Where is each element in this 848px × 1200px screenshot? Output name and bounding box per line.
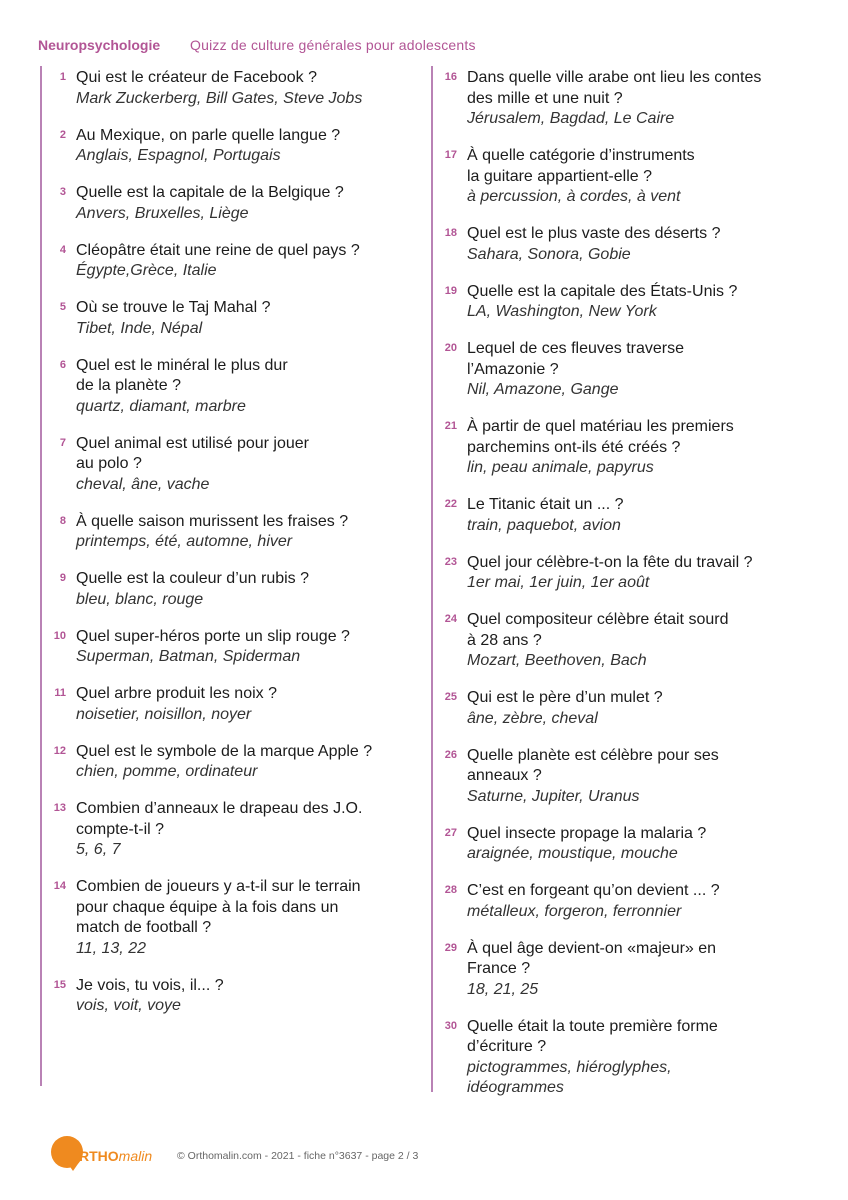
question-number: 11 [54, 687, 66, 699]
question-text: Quel est le symbole de la marque Apple ? [76, 742, 373, 760]
question-answers: Anvers, Bruxelles, Liège [76, 204, 249, 222]
question-answers: 18, 21, 25 [467, 980, 539, 998]
question-answers: train, paquebot, avion [467, 516, 621, 534]
question-number: 2 [59, 128, 66, 141]
question-item [431, 688, 831, 729]
question-number: 6 [59, 358, 66, 371]
question-answers: chien, pomme, ordinateur [76, 763, 258, 780]
logo-bold: RTHO [79, 1148, 119, 1164]
question-item [431, 146, 831, 208]
question-item [40, 512, 425, 553]
question-text: Quelle est la couleur d’un rubis ? [76, 570, 310, 587]
question-item [431, 495, 831, 536]
question-number: 23 [444, 555, 457, 568]
question-text: Au Mexique, on parle quelle langue ? [76, 126, 341, 144]
question-number: 27 [444, 826, 457, 839]
question-item [431, 824, 831, 865]
question-text: Combien de joueurs y a-t-il sur le terrain pour chaque équipe à la fois dans un match de football ? [76, 878, 361, 936]
question-text: Quelle est la capitale des États-Unis ? [467, 282, 738, 300]
question-text: À quel âge devient-on «majeur» en France ? [467, 939, 717, 977]
question-text: Quel animal est utilisé pour jouer au polo ? [76, 434, 310, 472]
question-answers: âne, zèbre, cheval [467, 709, 598, 727]
question-text: Où se trouve le Taj Mahal ? [76, 299, 271, 316]
question-answers: printemps, été, automne, hiver [76, 533, 293, 550]
question-item [40, 298, 425, 339]
question-answers: 11, 13, 22 [76, 939, 146, 957]
question-item [431, 1017, 831, 1099]
page-header [38, 37, 476, 53]
question-text: À quelle saison murissent les fraises ? [76, 512, 349, 530]
question-text: C’est en forgeant qu’on devient ... ? [467, 882, 720, 899]
question-item [40, 799, 425, 861]
question-number: 1 [59, 71, 66, 83]
question-item [40, 356, 425, 418]
question-number: 16 [444, 71, 457, 83]
question-text: Qui est le créateur de Facebook ? [76, 69, 318, 86]
left-question-column [40, 68, 425, 1033]
question-number: 28 [444, 884, 457, 896]
question-item [431, 939, 831, 1001]
question-text: Quel insecte propage la malaria ? [467, 824, 707, 842]
question-number: 18 [444, 227, 457, 239]
header-category: Neuropsychologie [38, 37, 161, 53]
question-answers: Nil, Amazone, Gange [467, 381, 619, 398]
question-number: 12 [53, 744, 66, 757]
question-answers: Mozart, Beethoven, Bach [467, 652, 647, 669]
question-number: 7 [59, 436, 66, 449]
question-text: Quelle planète est célèbre pour ses anneaux ? [467, 746, 719, 784]
question-item [40, 684, 425, 725]
question-item [40, 569, 425, 610]
question-item [40, 434, 425, 496]
footer-copyright: © Orthomalin.com - 2021 - fiche n°3637 - page 2 / 3 [177, 1150, 419, 1162]
question-text: Quel super-héros porte un slip rouge ? [76, 627, 350, 645]
question-item [431, 553, 831, 594]
question-number: 24 [444, 613, 457, 625]
question-number: 13 [53, 802, 66, 814]
question-item [40, 126, 425, 167]
question-number: 17 [444, 149, 457, 161]
question-answers: Égypte,Grèce, Italie [76, 262, 217, 279]
question-text: Cléopâtre était une reine de quel pays ? [76, 241, 360, 259]
question-answers: pictogrammes, hiéroglyphes, idéogrammes [467, 1058, 672, 1096]
question-item [431, 881, 831, 922]
question-text: Qui est le père d’un mulet ? [467, 689, 663, 706]
question-answers: Mark Zuckerberg, Bill Gates, Steve Jobs [76, 89, 363, 107]
logo-tail-icon [66, 1161, 80, 1171]
right-question-column [431, 68, 831, 1115]
question-text: Quel est le minéral le plus dur de la planète ? [76, 356, 288, 394]
question-text: Quel jour célèbre-t-on la fête du travail ? [467, 553, 753, 571]
question-text: À partir de quel matériau les premiers parchemins ont-ils été créés ? [467, 418, 734, 456]
question-item [40, 183, 425, 224]
question-item [40, 241, 425, 282]
question-text: Quel arbre produit les noix ? [76, 685, 277, 702]
question-number: 25 [444, 691, 457, 703]
question-number: 21 [444, 420, 457, 432]
question-text: Quel compositeur célèbre était sourd à 28 ans ? [467, 611, 729, 649]
question-item [431, 610, 831, 672]
question-number: 20 [444, 342, 457, 354]
question-number: 22 [444, 498, 457, 510]
question-number: 29 [444, 941, 457, 954]
question-item [40, 627, 425, 668]
logo-wordmark [79, 1148, 152, 1164]
question-number: 14 [53, 880, 66, 892]
question-answers: métalleux, forgeron, ferronnier [467, 902, 682, 920]
question-item [431, 224, 831, 265]
question-number: 8 [59, 514, 66, 527]
question-text: Quelle est la capitale de la Belgique ? [76, 184, 344, 201]
question-answers: noisetier, noisillon, noyer [76, 705, 252, 723]
question-text: Lequel de ces fleuves traverse l’Amazonie ? [467, 340, 685, 378]
question-item [431, 282, 831, 323]
question-answers: 5, 6, 7 [76, 841, 121, 858]
question-answers: araignée, moustique, mouche [467, 845, 678, 862]
question-text: Quelle était la toute première forme d’écriture ? [467, 1017, 718, 1055]
question-answers: à percussion, à cordes, à vent [467, 188, 681, 205]
question-number: 9 [59, 572, 66, 584]
question-item [431, 746, 831, 808]
question-number: 19 [444, 284, 457, 297]
question-item [40, 68, 425, 109]
question-answers: Jérusalem, Bagdad, Le Caire [467, 110, 675, 127]
question-text: Dans quelle ville arabe ont lieu les contes des mille et une nuit ? [467, 69, 762, 107]
question-answers: bleu, blanc, rouge [76, 590, 204, 608]
question-item [40, 742, 425, 783]
question-number: 10 [53, 629, 66, 642]
question-number: 26 [444, 748, 457, 761]
question-answers: Saturne, Jupiter, Uranus [467, 787, 640, 805]
header-subtitle: Quizz de culture générales pour adolescents [190, 37, 476, 53]
question-item [431, 339, 831, 401]
question-item [40, 877, 425, 959]
question-answers: lin, peau animale, papyrus [467, 459, 654, 476]
question-answers: vois, voit, voye [76, 997, 181, 1014]
question-answers: Sahara, Sonora, Gobie [467, 245, 631, 263]
question-item [431, 417, 831, 479]
question-item [431, 68, 831, 130]
question-number: 15 [53, 978, 66, 991]
question-answers: Superman, Batman, Spiderman [76, 648, 301, 665]
question-text: Je vois, tu vois, il... ? [76, 976, 224, 994]
logo-italic: malin [118, 1148, 153, 1164]
question-number: 30 [444, 1019, 457, 1032]
question-answers: cheval, âne, vache [76, 475, 210, 493]
question-text: Combien d’anneaux le drapeau des J.O. compte-t-il ? [76, 800, 363, 838]
question-answers: Anglais, Espagnol, Portugais [76, 147, 281, 164]
question-number: 5 [59, 301, 66, 313]
question-item [40, 976, 425, 1017]
question-number: 3 [59, 186, 66, 198]
question-text: Le Titanic était un ... ? [467, 496, 624, 513]
question-answers: LA, Washington, New York [467, 303, 657, 320]
question-text: Quel est le plus vaste des déserts ? [467, 225, 721, 242]
question-answers: quartz, diamant, marbre [76, 397, 246, 415]
question-text: À quelle catégorie d’instruments la guitare appartient-elle ? [467, 147, 695, 185]
question-answers: Tibet, Inde, Népal [76, 319, 203, 337]
question-number: 4 [59, 243, 66, 256]
question-answers: 1er mai, 1er juin, 1er août [467, 574, 650, 591]
